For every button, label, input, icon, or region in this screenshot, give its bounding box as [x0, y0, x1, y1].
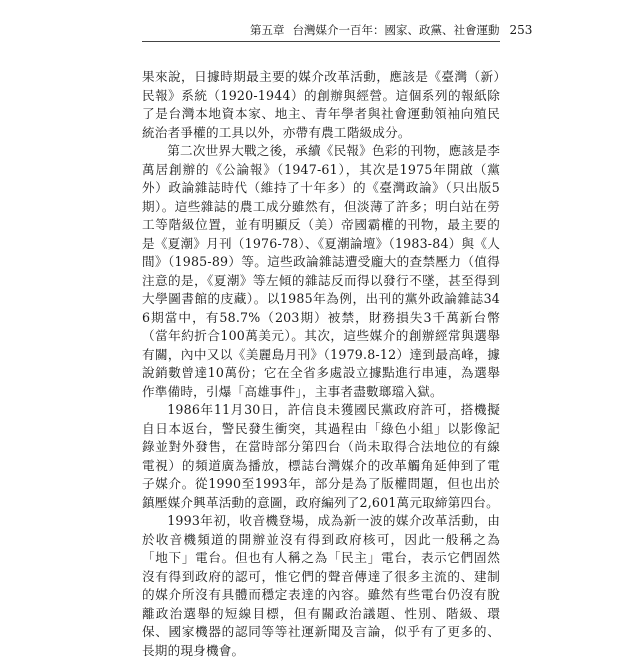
- paragraph-3: 1986年11月30日，許信良未獲國民黨政府許可，搭機擬自日本返台，警民發生衝突，其過程由「綠色小組」以影像記錄並對外發售，在當時部分第四台（尚未取得合法地位的有線電視）的頻道廣為播放，標誌台灣媒介的改革觸角延伸到了電子媒介。從1990至1993年，部分是為了版權問題，但也出於鎮壓媒介興革活動的意圖，政府編列了2,601萬元取締第四台。: [142, 402, 500, 510]
- header-rule: [142, 41, 500, 42]
- chapter-label: 第五章: [250, 23, 285, 37]
- paragraph-2: 第二次世界大戰之後，承續《民報》色彩的刊物，應該是李萬居創辦的《公論報》（1947-61），其次是1975年開啟（黨外）政論雜誌時代（維持了十年多）的《臺灣政論》（只出版5期）。這些雜誌的農工成分雖然有，但淡薄了許多；明白站在勞工等階級位置，並有明顯反（美）帝國霸權的刊物，最主要的是《夏潮》月刊（1976-78）、《夏潮論壇》（1983-84）與《人間》（1985-89）等。這些政論雜誌遭受龐大的查禁壓力（值得注意的是，《夏潮》等左傾的雜誌反而得以發行不墜，甚至得到大學圖書館的庋藏）。以1985年為例，出刊的黨外政論雜誌346期當中，有58.7%（203期）被禁，財務損失3千萬新台幣（當年約折合100萬美元）。其次，這些媒介的創辦經常與選舉有關，內中又以《美麗島月刊》（1979.8-12）達到最高峰，據說銷數曾達10萬份；它在全省多處設立據點進行串連，為選舉作準備時，引爆「高雄事件」，主事者盡數瑯璫入獄。: [142, 143, 500, 399]
- running-title: 台灣媒介一百年：國家、政黨、社會運動: [292, 23, 500, 37]
- page-number: 253: [509, 23, 533, 37]
- paragraph-4: 1993年初，收音機登場，成為新一波的媒介改革活動，由於收音機頻道的開辦並沒有得到政府核可，因此一般稱之為「地下」電台。但也有人稱之為「民主」電台，表示它們固然沒有得到政府的認可，惟它們的聲音傳達了很多主流的、建制的媒介所沒有具體而穩定表達的內容。雖然有些電台仍沒有脫離政治選舉的短線目標，但有關政治議題、性別、階級、環保、國家機器的認同等等社運新聞及言論，似乎有了更多的、長期的現身機會。: [142, 513, 500, 658]
- paragraph-1: 果來說，日據時期最主要的媒介改革活動，應該是《臺灣（新）民報》系統（1920-1944）的創辦與經營。這個系列的報紙除了是台灣本地資本家、地主、青年學者與社會運動領袖向殖民統治者爭權的工具以外，亦帶有農工階級成分。: [142, 69, 500, 140]
- body-text: [142, 68, 500, 660]
- running-header: [250, 20, 533, 40]
